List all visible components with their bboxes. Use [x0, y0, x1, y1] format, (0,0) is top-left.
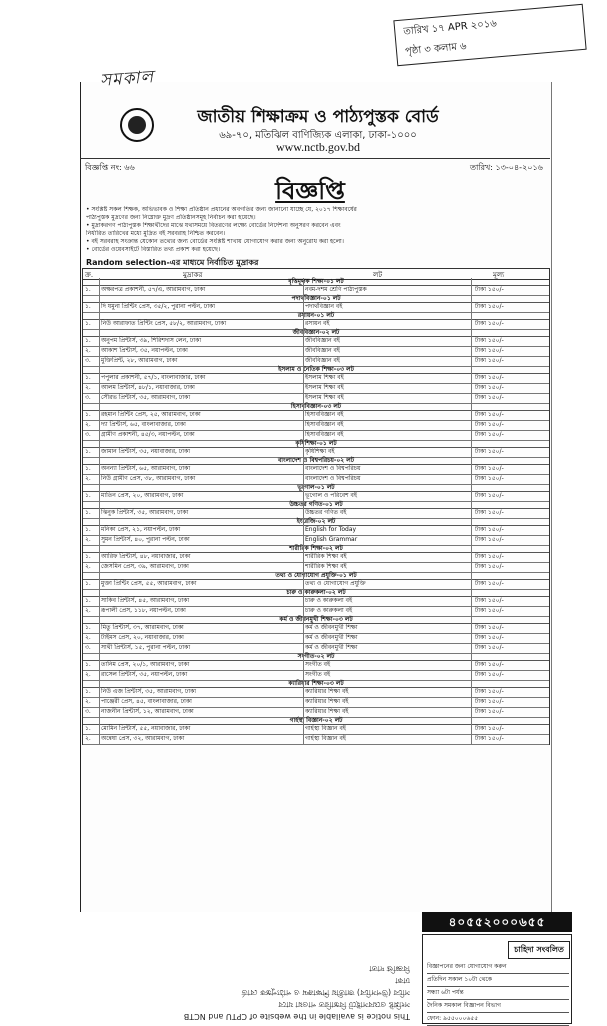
- printer-table: [82, 278, 550, 745]
- amount-cell: টাকা ১৫০/-: [475, 563, 504, 570]
- amount-cell: টাকা ১৫০/-: [475, 337, 504, 344]
- advertisement-header: চাহিদা সংবলিত: [508, 941, 570, 959]
- lot-cell: বাংলাদেশ ও বিশ্বপরিচয়: [305, 465, 361, 472]
- printer-cell: পাঞ্জেরী প্রেস, ৪৫, বাংলাবাজার, ঢাকা: [101, 698, 192, 705]
- section-heading: ইসলাম ও নৈতিক শিক্ষা-০৩ লট: [83, 366, 549, 374]
- lot-cell: ইসলাম শিক্ষা বই: [305, 394, 344, 401]
- amount-cell: টাকা ১৫০/-: [475, 374, 504, 381]
- serial-cell: ১.: [85, 320, 91, 327]
- lot-cell: জীববিজ্ঞান বই: [305, 357, 340, 364]
- serial-cell: ১.: [85, 303, 91, 310]
- lot-cell: সংগীত বই: [305, 661, 331, 668]
- body-line: নির্ধারিত তারিখের মধ্যে মুদ্রিত বই সরবরাহ নিশ্চিত করবেন।: [86, 230, 226, 237]
- serial-cell: ২.: [85, 563, 91, 570]
- footer-line: ঢাকা: [395, 976, 410, 985]
- printer-cell: টাইমস প্রেস, ২০, নয়াবাজার, ঢাকা: [101, 634, 184, 641]
- serial-cell: ১.: [85, 661, 91, 668]
- footer-line: This notice is available in the website of CPTU and NCTB: [183, 1012, 410, 1021]
- section-heading: পদার্থবিজ্ঞান-০১ লট: [83, 295, 549, 303]
- serial-cell: ১.: [85, 688, 91, 695]
- memo-number: বিজ্ঞপ্তি নং: ৬৬: [85, 163, 135, 172]
- printer-cell: মাতিন প্রেস, ২০, আরামবাগ, ঢাকা: [101, 492, 184, 499]
- printer-cell: অনন্যা প্রিন্টার্স, ৬৫, আরামবাগ, ঢাকা: [101, 465, 191, 472]
- printer-cell: আরিফ প্রিন্টার্স, ৪৮, নয়াবাজার, ঢাকা: [101, 553, 191, 560]
- phone-banner: ৪০৫৫২০০০৬৫৫ ৫৫৫০০০৬৫৫: [422, 912, 572, 932]
- lot-cell: শারীরিক শিক্ষা বই: [305, 563, 347, 570]
- lot-cell: নবম-দশম শ্রেণি পাঠ্যপুস্তক: [305, 286, 367, 293]
- amount-cell: টাকা ১৫০/-: [475, 320, 504, 327]
- serial-cell: ১.: [85, 624, 91, 631]
- notice-body: [86, 206, 546, 254]
- printer-cell: রূপালী প্রেস, ১১৮, নয়াপল্টন, ঢাকা: [101, 607, 186, 614]
- printer-cell: ঝিনুক প্রিন্টার্স, ৩৫, আরামবাগ, ঢাকা: [101, 509, 189, 516]
- advertisement-line: দৈনিক সমকাল বিজ্ঞাপন বিভাগ: [427, 1000, 569, 1013]
- section-heading: উচ্চতর গণিত-০১ লট: [83, 501, 549, 509]
- section-heading: কৃষিশিক্ষা-০১ লট: [83, 440, 549, 448]
- printer-cell: আকাশ প্রিন্টার্স, ৩৫, নয়াপল্টন, ঢাকা: [101, 347, 188, 354]
- serial-cell: ১.: [85, 492, 91, 499]
- body-line: • সংশ্লিষ্ট সকল শিক্ষক, অভিভাবক ও শিক্ষা প্রতিষ্ঠান প্রধানের অবগতির জন্য জানানো যাচ্ছে যে, ২০১৭ শিক্ষাবর্ষের: [86, 206, 357, 213]
- amount-cell: টাকা ১৫০/-: [475, 553, 504, 560]
- section-heading: শারীরিক শিক্ষা-০২ লট: [83, 545, 549, 553]
- printer-cell: দ্যা প্রিন্টার্স, ৬৫, বাংলাবাজার, ঢাকা: [101, 421, 186, 428]
- printer-cell: রাসেল প্রিন্টার্স, ৩৫, নয়াপল্টন, ঢাকা: [101, 671, 188, 678]
- lot-cell: ইসলাম শিক্ষা বই: [305, 374, 344, 381]
- amount-cell: টাকা ১৫০/-: [475, 526, 504, 533]
- section-heading: কর্ম ও জীবনমুখী শিক্ষা-০৩ লট: [83, 616, 549, 624]
- amount-cell: টাকা ১৫০/-: [475, 698, 504, 705]
- printer-cell: মুক্তিপ্রিন্ট, ২৮, আরামবাগ, ঢাকা: [101, 357, 178, 364]
- section-heading: বৃত্তিমূলক শিক্ষা-০১ লট: [83, 278, 549, 286]
- organization-website: www.nctb.gov.bd: [275, 140, 361, 154]
- section-heading: সংগীত-০২ লট: [83, 653, 549, 661]
- lot-cell: কর্ম ও জীবনমুখী শিক্ষা: [305, 624, 358, 631]
- printer-cell: মনিকা প্রেস, ২১, নয়াপল্টন, ঢাকা: [101, 526, 181, 533]
- serial-cell: ১.: [85, 448, 91, 455]
- receipt-stamp: [393, 4, 586, 66]
- body-line: • বই সরবরাহ সংক্রান্ত যেকোন তথ্যের জন্য বোর্ডের সংশ্লিষ্ট শাখায় যোগাযোগ করার জন্য অনুরোধ করা হলো।: [86, 238, 344, 245]
- amount-cell: টাকা ১৫০/-: [475, 286, 504, 293]
- printer-cell: তানিম প্রেস, ২০/১, আরামবাগ, ঢাকা: [101, 661, 190, 668]
- amount-cell: টাকা ১৫০/-: [475, 431, 504, 438]
- body-line: • বোর্ডের ওয়েবসাইটে বিস্তারিত তথ্য প্রকাশ করা হয়েছে।: [86, 246, 220, 253]
- amount-cell: টাকা ১৫০/-: [475, 421, 504, 428]
- section-heading: রসায়ন-০১ লট: [83, 312, 549, 320]
- amount-cell: টাকা ১৫০/-: [475, 411, 504, 418]
- printer-cell: নাজনীন প্রিন্টার্স, ১২, আরামবাগ, ঢাকা: [101, 708, 194, 715]
- printer-cell: মোমিন প্রিন্টার্স, ৫৫, নয়াবাজার, ঢাকা: [101, 725, 191, 732]
- amount-cell: টাকা ১৫০/-: [475, 536, 504, 543]
- advertisement-line: ফোন: ৯৫৫০০০৬৫৫: [427, 1013, 569, 1026]
- printer-cell: অনুপম প্রিন্টার্স, ৩৯, শিরিশদাস লেন, ঢাকা: [101, 337, 202, 344]
- amount-cell: টাকা ১৫০/-: [475, 634, 504, 641]
- lot-cell: চারু ও কারুকলা বই: [305, 607, 353, 614]
- serial-cell: ১.: [85, 337, 91, 344]
- upside-down-footer-text: [10, 912, 410, 1022]
- column-divider: [471, 278, 472, 744]
- lot-cell: ক্যারিয়ার শিক্ষা বই: [305, 688, 349, 695]
- lot-cell: হিসাববিজ্ঞান বই: [305, 421, 344, 428]
- serial-cell: ১.: [85, 465, 91, 472]
- lot-cell: English for Today: [305, 526, 357, 533]
- amount-cell: টাকা ১৫০/-: [475, 492, 504, 499]
- amount-cell: টাকা ১৫০/-: [475, 347, 504, 354]
- advertisement-line: সন্ধ্যা ৬টা পর্যন্ত: [427, 987, 569, 1000]
- notice-title: বিজ্ঞপ্তি: [275, 177, 345, 205]
- lot-cell: হিসাববিজ্ঞান বই: [305, 431, 344, 438]
- printer-cell: জামান প্রিন্টার্স, ৩৫, নয়াবাজার, ঢাকা: [101, 448, 190, 455]
- header-amount: মূল্য: [493, 271, 505, 279]
- lot-cell: জীববিজ্ঞান বই: [305, 337, 340, 344]
- printer-cell: সুমন প্রিন্টার্স, ৪০, পুরানা পল্টন, ঢাকা: [101, 536, 190, 543]
- printer-cell: মুক্তা প্রিন্টিং প্রেস, ৫৫, আরামবাগ, ঢাকা: [101, 580, 197, 587]
- section-heading: তথ্য ও যোগাযোগ প্রযুক্তি-০১ লট: [83, 572, 549, 580]
- printer-cell: আলম প্রিন্টার্স, ৪৮/১, নয়াবাজার, ঢাকা: [101, 384, 195, 391]
- amount-cell: টাকা ১৫০/-: [475, 708, 504, 715]
- serial-cell: ২.: [85, 384, 91, 391]
- printer-cell: নিউ এজ প্রিন্টার্স, ৩৫, আরামবাগ, ঢাকা: [101, 688, 197, 695]
- lot-cell: কর্ম ও জীবনমুখী শিক্ষা: [305, 644, 358, 651]
- lot-cell: গার্হস্থ্য বিজ্ঞান বই: [305, 735, 346, 742]
- body-line: • মুদ্রাকরগণ পাঠ্যপুস্তক শিক্ষার্থীদের মাঝে যথাসময়ে বিতরণের লক্ষ্যে বোর্ডের নির্দেশনা অনুসরণ করবেন এবং: [86, 222, 341, 229]
- stamp-page-column: পৃষ্ঠা ৩ কলাম ৬: [404, 41, 468, 58]
- section-heading: ইংরেজি-০২ লট: [83, 518, 549, 526]
- lot-cell: কর্ম ও জীবনমুখী শিক্ষা: [305, 634, 358, 641]
- lot-cell: গার্হস্থ্য বিজ্ঞান বই: [305, 725, 346, 732]
- lot-cell: ইসলাম শিক্ষা বই: [305, 384, 344, 391]
- lot-cell: তথ্য ও যোগাযোগ প্রযুক্তি: [305, 580, 366, 587]
- printer-cell: দি যমুনা প্রিন্টিং প্রেস, ৩৫/২, পুরানা পল্টন, ঢাকা: [101, 303, 215, 310]
- serial-cell: ১.: [85, 286, 91, 293]
- amount-cell: টাকা ১৫০/-: [475, 725, 504, 732]
- serial-cell: ২.: [85, 634, 91, 641]
- serial-cell: ২.: [85, 607, 91, 614]
- table-row: [83, 734, 549, 745]
- amount-cell: টাকা ১৫০/-: [475, 735, 504, 742]
- serial-cell: ১.: [85, 509, 91, 516]
- amount-cell: টাকা ১৫০/-: [475, 384, 504, 391]
- lot-cell: হিসাববিজ্ঞান বই: [305, 411, 344, 418]
- printer-cell: পপুলার প্রকাশনী, ৫৭/১, বাংলাবাজার, ঢাকা: [101, 374, 206, 381]
- lot-cell: ক্যারিয়ার শিক্ষা বই: [305, 698, 349, 705]
- serial-cell: ১.: [85, 597, 91, 604]
- lot-cell: জীববিজ্ঞান বই: [305, 347, 340, 354]
- serial-cell: ২.: [85, 421, 91, 428]
- section-heading: গার্হস্থ্য বিজ্ঞান-০২ লট: [83, 717, 549, 725]
- amount-cell: টাকা ১৫০/-: [475, 597, 504, 604]
- amount-cell: টাকা ১৫০/-: [475, 509, 504, 516]
- amount-cell: টাকা ১৫০/-: [475, 357, 504, 364]
- advertisement-line: বিজ্ঞাপনের জন্য যোগাযোগ করুন: [427, 961, 569, 974]
- government-seal-icon: [120, 108, 154, 142]
- serial-cell: ৩.: [85, 431, 91, 438]
- printer-cell: সাকিব প্রিন্টার্স, ৪৫, আরামবাগ, ঢাকা: [101, 597, 190, 604]
- serial-cell: ৩.: [85, 644, 91, 651]
- section-heading: বাংলাদেশ ও বিশ্বপরিচয়-০২ লট: [83, 457, 549, 465]
- amount-cell: টাকা ১৫০/-: [475, 661, 504, 668]
- column-divider: [303, 278, 304, 744]
- serial-cell: ১.: [85, 553, 91, 560]
- lot-cell: সংগীত বই: [305, 671, 331, 678]
- serial-cell: ১.: [85, 411, 91, 418]
- amount-cell: টাকা ১৫০/-: [475, 475, 504, 482]
- section-heading: জীববিজ্ঞান-০২ লট: [83, 329, 549, 337]
- lot-cell: শারীরিক শিক্ষা বই: [305, 553, 347, 560]
- lot-cell: English Grammar: [305, 536, 358, 543]
- serial-cell: ২.: [85, 475, 91, 482]
- printer-cell: রহমান প্রিন্টিং প্রেস, ২৫, আরামবাগ, ঢাকা: [101, 411, 201, 418]
- footer-line: বিজ্ঞপ্তি দাতা: [369, 964, 410, 973]
- serial-cell: ১.: [85, 526, 91, 533]
- organization-title: জাতীয় শিক্ষাক্রম ও পাঠ্যপুস্তক বোর্ড: [197, 107, 439, 127]
- amount-cell: টাকা ১৫০/-: [475, 465, 504, 472]
- printer-cell: সাথী প্রিন্টার্স, ১৫, পুরানা পল্টন, ঢাকা: [101, 644, 191, 651]
- footer-line: সচিব (উপসচিব) জাতীয় শিক্ষাক্রম ও পাঠ্যপুস্তক বোর্ড: [241, 988, 410, 997]
- section-heading: হিসাববিজ্ঞান-০৩ লট: [83, 403, 549, 411]
- serial-cell: ৩.: [85, 708, 91, 715]
- header-lot: লট: [373, 271, 383, 279]
- footer-line: সংশ্লিষ্ট ওয়েবসাইটে বিস্তারিত পাওয়া যাবে: [278, 1000, 410, 1009]
- printer-cell: জেসমিন প্রেস, ৩৯, আরামবাগ, ঢাকা: [101, 563, 189, 570]
- serial-cell: ২.: [85, 735, 91, 742]
- amount-cell: টাকা ১৫০/-: [475, 671, 504, 678]
- column-divider: [99, 278, 100, 744]
- printer-cell: মিতু প্রিন্টার্স, ৩৭, আরামবাগ, ঢাকা: [101, 624, 184, 631]
- lot-cell: ক্যারিয়ার শিক্ষা বই: [305, 708, 349, 715]
- amount-cell: টাকা ১৫০/-: [475, 624, 504, 631]
- printer-cell: অক্ষরপত্র প্রকাশনী, ৫৭/এ, আরামবাগ, ঢাকা: [101, 286, 206, 293]
- notice-date: তারিখ: ১৩-০৪-২০১৬: [470, 163, 543, 172]
- serial-cell: ১.: [85, 580, 91, 587]
- amount-cell: টাকা ১৫০/-: [475, 303, 504, 310]
- serial-cell: ১.: [85, 725, 91, 732]
- serial-cell: ২.: [85, 536, 91, 543]
- printer-cell: নিউ আরাফাত প্রিন্টিং প্রেস, ৫৮/২, আরামবাগ, ঢাকা: [101, 320, 227, 327]
- amount-cell: টাকা ১৫০/-: [475, 607, 504, 614]
- serial-cell: ২.: [85, 671, 91, 678]
- printer-cell: নিউ গ্রামীণ প্রেস, ৩৮, আরামবাগ, ঢাকা: [101, 475, 196, 482]
- random-selection-heading: Random selection-এর মাধ্যমে নির্বাচিত মুদ্রাকর: [86, 258, 259, 267]
- printer-cell: গ্রামীণ প্রকাশনী, ৪৫/৩, নয়াপল্টন, ঢাকা: [101, 431, 195, 438]
- serial-cell: ৩.: [85, 394, 91, 401]
- section-heading: ক্যারিয়ার শিক্ষা-০৩ লট: [83, 680, 549, 688]
- serial-cell: ২.: [85, 347, 91, 354]
- amount-cell: টাকা ১৫০/-: [475, 580, 504, 587]
- amount-cell: টাকা ১৫০/-: [475, 394, 504, 401]
- header-divider: [80, 158, 550, 159]
- lot-cell: বাংলাদেশ ও বিশ্বপরিচয়: [305, 475, 361, 482]
- lot-cell: পদার্থবিজ্ঞান বই: [305, 303, 343, 310]
- lot-cell: রসায়ন বই: [305, 320, 330, 327]
- stamp-date: তারিখ ১৭ APR ২০১৬: [402, 18, 498, 38]
- lot-cell: ভূগোল ও পরিবেশ বই: [305, 492, 358, 499]
- amount-cell: টাকা ১৫০/-: [475, 688, 504, 695]
- header-printer: মুদ্রাকর: [183, 271, 203, 279]
- section-heading: ভূগোল-০১ লট: [83, 484, 549, 492]
- serial-cell: ১.: [85, 374, 91, 381]
- body-line: পাঠ্যপুস্তক মুদ্রণের জন্য নিম্নোক্ত মুদ্রণ প্রতিষ্ঠানসমূহ নির্বাচন করা হয়েছে।: [86, 214, 256, 221]
- section-heading: চারু ও কারুকলা-০২ লট: [83, 589, 549, 597]
- header-serial: ক্র.: [85, 271, 94, 279]
- printer-cell: সৌরভ প্রিন্টার্স, ৩৫, আরামবাগ, ঢাকা: [101, 394, 191, 401]
- lot-cell: চারু ও কারুকলা বই: [305, 597, 353, 604]
- organization-address: ৬৯-৭০, মতিঝিল বাণিজ্যিক এলাকা, ঢাকা-১০০০: [219, 130, 417, 141]
- lot-cell: উচ্চতর গণিত বই: [305, 509, 347, 516]
- advertisement-box: [422, 934, 572, 1024]
- printer-cell: অন্বেষা প্রেস, ৩২, আরামবাগ, ঢাকা: [101, 735, 185, 742]
- serial-cell: ২.: [85, 698, 91, 705]
- serial-cell: ৩.: [85, 357, 91, 364]
- advertisement-line: প্রতিদিন সকাল ১০টা থেকে: [427, 974, 569, 987]
- amount-cell: টাকা ১৫০/-: [475, 644, 504, 651]
- handwritten-newspaper-name: সমকাল: [99, 67, 155, 91]
- lot-cell: কৃষিশিক্ষা বই: [305, 448, 335, 455]
- amount-cell: টাকা ১৫০/-: [475, 448, 504, 455]
